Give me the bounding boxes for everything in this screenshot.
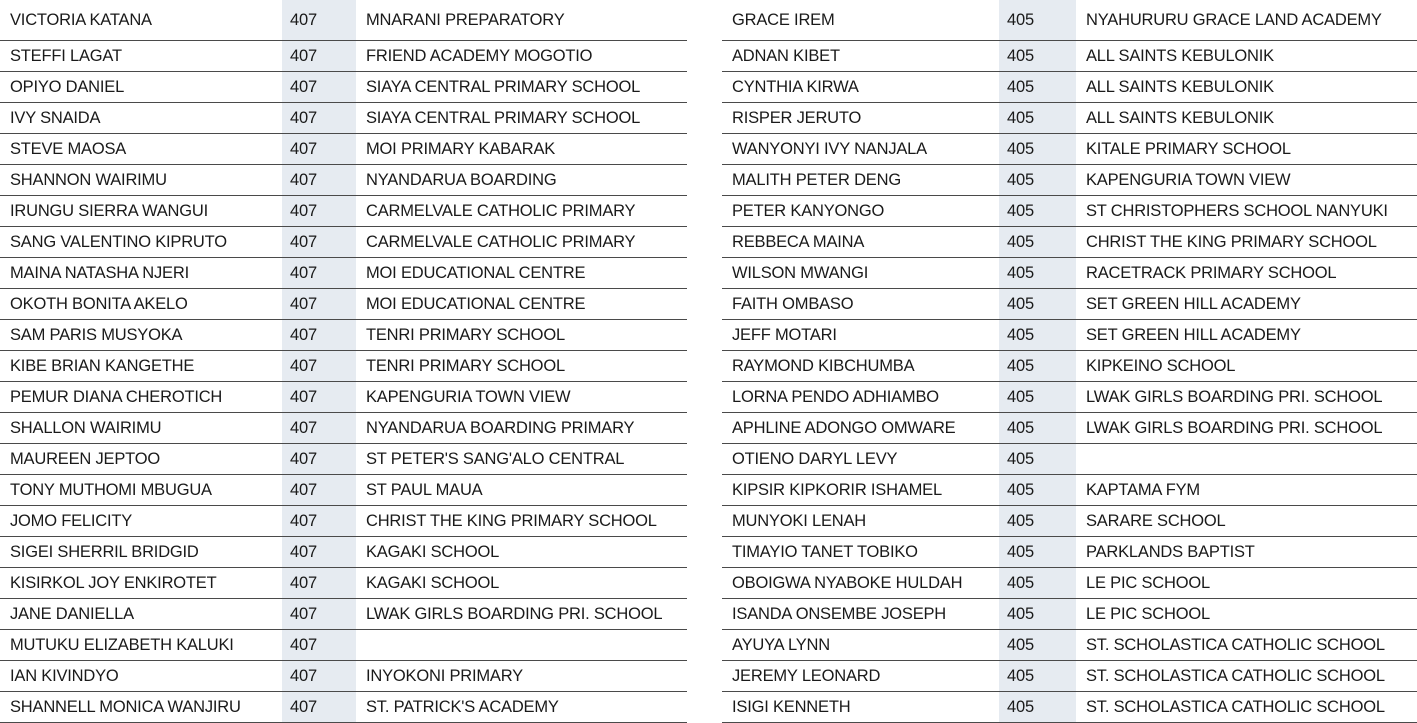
table-row [722,196,1417,227]
score-cell: 407 [282,320,356,351]
score-cell: 407 [282,661,356,692]
table-row [722,630,1417,661]
table-row [0,134,687,165]
student-name-cell: OTIENO DARYL LEVY [722,444,999,475]
student-name-cell: SAM PARIS MUSYOKA [0,320,282,351]
school-cell: LE PIC SCHOOL [1076,599,1417,630]
student-name-cell: PEMUR DIANA CHEROTICH [0,382,282,413]
score-cell: 405 [999,444,1076,475]
school-cell: MNARANI PREPARATORY [356,0,687,41]
score-cell: 407 [282,103,356,134]
school-cell: KAGAKI SCHOOL [356,568,687,599]
student-name-cell: IAN KIVINDYO [0,661,282,692]
student-name-cell: PETER KANYONGO [722,196,999,227]
table-row [0,320,687,351]
score-cell: 405 [999,599,1076,630]
table-row [722,444,1417,475]
student-name-cell: LORNA PENDO ADHIAMBO [722,382,999,413]
student-name-cell: APHLINE ADONGO OMWARE [722,413,999,444]
score-cell: 405 [999,165,1076,196]
student-name-cell: TIMAYIO TANET TOBIKO [722,537,999,568]
student-name-cell: SHANNELL MONICA WANJIRU [0,692,282,723]
table-row [0,165,687,196]
school-cell: LE PIC SCHOOL [1076,568,1417,599]
student-name-cell: KIPSIR KIPKORIR ISHAMEL [722,475,999,506]
score-cell: 405 [999,506,1076,537]
table-row [722,413,1417,444]
table-row [722,0,1417,41]
table-row [0,289,687,320]
table-row [722,351,1417,382]
school-cell: ALL SAINTS KEBULONIK [1076,41,1417,72]
school-cell: NYAHURURU GRACE LAND ACADEMY [1076,0,1417,41]
student-name-cell: AYUYA LYNN [722,630,999,661]
school-cell: ST. SCHOLASTICA CATHOLIC SCHOOL [1076,630,1417,661]
school-cell: KITALE PRIMARY SCHOOL [1076,134,1417,165]
school-cell: ST PETER'S SANG'ALO CENTRAL [356,444,687,475]
table-row [722,506,1417,537]
student-name-cell: GRACE IREM [722,0,999,41]
student-name-cell: MAUREEN JEPTOO [0,444,282,475]
school-cell: ST. PATRICK'S ACADEMY [356,692,687,723]
school-cell: SET GREEN HILL ACADEMY [1076,320,1417,351]
student-name-cell: KIBE BRIAN KANGETHE [0,351,282,382]
score-cell: 405 [999,0,1076,41]
table-row [722,103,1417,134]
results-table-left-body [0,0,687,723]
school-cell: NYANDARUA BOARDING [356,165,687,196]
score-cell: 405 [999,413,1076,444]
score-cell: 407 [282,0,356,41]
table-row [0,0,687,41]
school-cell: KAPENGURIA TOWN VIEW [1076,165,1417,196]
student-name-cell: OKOTH BONITA AKELO [0,289,282,320]
score-cell: 405 [999,103,1076,134]
student-name-cell: JOMO FELICITY [0,506,282,537]
score-cell: 407 [282,196,356,227]
score-cell: 405 [999,475,1076,506]
student-name-cell: OBOIGWA NYABOKE HULDAH [722,568,999,599]
student-name-cell: JANE DANIELLA [0,599,282,630]
table-row [0,227,687,258]
score-cell: 405 [999,568,1076,599]
student-name-cell: MALITH PETER DENG [722,165,999,196]
school-cell: SET GREEN HILL ACADEMY [1076,289,1417,320]
score-cell: 407 [282,351,356,382]
school-cell: LWAK GIRLS BOARDING PRI. SCHOOL [356,599,687,630]
table-row [0,382,687,413]
table-row [722,165,1417,196]
score-cell: 405 [999,258,1076,289]
school-cell: CARMELVALE CATHOLIC PRIMARY [356,196,687,227]
table-row [722,599,1417,630]
score-cell: 407 [282,134,356,165]
student-name-cell: MAINA NATASHA NJERI [0,258,282,289]
school-cell: MOI EDUCATIONAL CENTRE [356,289,687,320]
score-cell: 405 [999,692,1076,723]
school-cell: KAPENGURIA TOWN VIEW [356,382,687,413]
table-row [0,599,687,630]
table-row [722,475,1417,506]
table-row [0,41,687,72]
table-row [0,537,687,568]
score-cell: 405 [999,41,1076,72]
table-row [722,537,1417,568]
table-row [722,692,1417,723]
score-cell: 405 [999,537,1076,568]
table-row [0,475,687,506]
table-row [0,630,687,661]
school-cell [1076,444,1417,475]
school-cell: FRIEND ACADEMY MOGOTIO [356,41,687,72]
school-cell: ALL SAINTS KEBULONIK [1076,72,1417,103]
table-row [0,506,687,537]
student-name-cell: WANYONYI IVY NANJALA [722,134,999,165]
score-cell: 407 [282,692,356,723]
score-cell: 407 [282,289,356,320]
student-name-cell: SHALLON WAIRIMU [0,413,282,444]
student-name-cell: TONY MUTHOMI MBUGUA [0,475,282,506]
student-name-cell: ISIGI KENNETH [722,692,999,723]
table-row [722,72,1417,103]
score-cell: 407 [282,506,356,537]
student-name-cell: IVY SNAIDA [0,103,282,134]
school-cell: TENRI PRIMARY SCHOOL [356,351,687,382]
student-name-cell: RAYMOND KIBCHUMBA [722,351,999,382]
results-table-right [722,0,1417,723]
school-cell: LWAK GIRLS BOARDING PRI. SCHOOL [1076,413,1417,444]
table-row [0,103,687,134]
score-cell: 407 [282,599,356,630]
school-cell: CARMELVALE CATHOLIC PRIMARY [356,227,687,258]
school-cell: KAPTAMA FYM [1076,475,1417,506]
school-cell: NYANDARUA BOARDING PRIMARY [356,413,687,444]
score-cell: 405 [999,661,1076,692]
school-cell: CHRIST THE KING PRIMARY SCHOOL [356,506,687,537]
score-cell: 407 [282,444,356,475]
school-cell: INYOKONI PRIMARY [356,661,687,692]
student-name-cell: KISIRKOL JOY ENKIROTET [0,568,282,599]
student-name-cell: ISANDA ONSEMBE JOSEPH [722,599,999,630]
results-table-right-body [722,0,1417,723]
score-cell: 405 [999,351,1076,382]
student-name-cell: WILSON MWANGI [722,258,999,289]
table-row [722,289,1417,320]
school-cell: ALL SAINTS KEBULONIK [1076,103,1417,134]
school-cell: PARKLANDS BAPTIST [1076,537,1417,568]
school-cell: KIPKEINO SCHOOL [1076,351,1417,382]
table-row [722,134,1417,165]
score-cell: 405 [999,72,1076,103]
table-row [0,258,687,289]
school-cell: LWAK GIRLS BOARDING PRI. SCHOOL [1076,382,1417,413]
student-name-cell: FAITH OMBASO [722,289,999,320]
score-cell: 407 [282,382,356,413]
score-cell: 405 [999,630,1076,661]
table-row [0,692,687,723]
table-row [722,41,1417,72]
school-cell: ST PAUL MAUA [356,475,687,506]
student-name-cell: MUTUKU ELIZABETH KALUKI [0,630,282,661]
table-row [722,227,1417,258]
school-cell: ST CHRISTOPHERS SCHOOL NANYUKI [1076,196,1417,227]
table-row [0,351,687,382]
score-cell: 407 [282,41,356,72]
table-row [0,196,687,227]
table-row [722,382,1417,413]
school-cell: RACETRACK PRIMARY SCHOOL [1076,258,1417,289]
table-row [0,72,687,103]
student-name-cell: STEVE MAOSA [0,134,282,165]
school-cell: ST. SCHOLASTICA CATHOLIC SCHOOL [1076,692,1417,723]
school-cell: CHRIST THE KING PRIMARY SCHOOL [1076,227,1417,258]
student-name-cell: JEREMY LEONARD [722,661,999,692]
score-cell: 405 [999,289,1076,320]
school-cell: KAGAKI SCHOOL [356,537,687,568]
student-name-cell: SANG VALENTINO KIPRUTO [0,227,282,258]
student-name-cell: STEFFI LAGAT [0,41,282,72]
student-name-cell: JEFF MOTARI [722,320,999,351]
student-name-cell: OPIYO DANIEL [0,72,282,103]
table-row [0,413,687,444]
score-cell: 407 [282,630,356,661]
school-cell: ST. SCHOLASTICA CATHOLIC SCHOOL [1076,661,1417,692]
table-row [0,661,687,692]
student-name-cell: MUNYOKI LENAH [722,506,999,537]
score-cell: 405 [999,196,1076,227]
results-table-left [0,0,687,723]
score-cell: 407 [282,537,356,568]
score-cell: 407 [282,413,356,444]
score-cell: 405 [999,320,1076,351]
student-name-cell: IRUNGU SIERRA WANGUI [0,196,282,227]
score-cell: 407 [282,258,356,289]
score-cell: 405 [999,134,1076,165]
school-cell: TENRI PRIMARY SCHOOL [356,320,687,351]
score-cell: 407 [282,475,356,506]
table-row [0,444,687,475]
school-cell: MOI EDUCATIONAL CENTRE [356,258,687,289]
school-cell: SIAYA CENTRAL PRIMARY SCHOOL [356,103,687,134]
table-row [722,320,1417,351]
school-cell [356,630,687,661]
table-row [722,661,1417,692]
score-cell: 407 [282,165,356,196]
student-name-cell: CYNTHIA KIRWA [722,72,999,103]
student-name-cell: SIGEI SHERRIL BRIDGID [0,537,282,568]
table-row [722,568,1417,599]
school-cell: SIAYA CENTRAL PRIMARY SCHOOL [356,72,687,103]
student-name-cell: ADNAN KIBET [722,41,999,72]
student-name-cell: SHANNON WAIRIMU [0,165,282,196]
score-cell: 407 [282,568,356,599]
school-cell: SARARE SCHOOL [1076,506,1417,537]
student-name-cell: VICTORIA KATANA [0,0,282,41]
student-name-cell: REBBECA MAINA [722,227,999,258]
table-row [722,258,1417,289]
table-row [0,568,687,599]
score-cell: 405 [999,227,1076,258]
score-cell: 405 [999,382,1076,413]
score-cell: 407 [282,72,356,103]
school-cell: MOI PRIMARY KABARAK [356,134,687,165]
student-name-cell: RISPER JERUTO [722,103,999,134]
score-cell: 407 [282,227,356,258]
